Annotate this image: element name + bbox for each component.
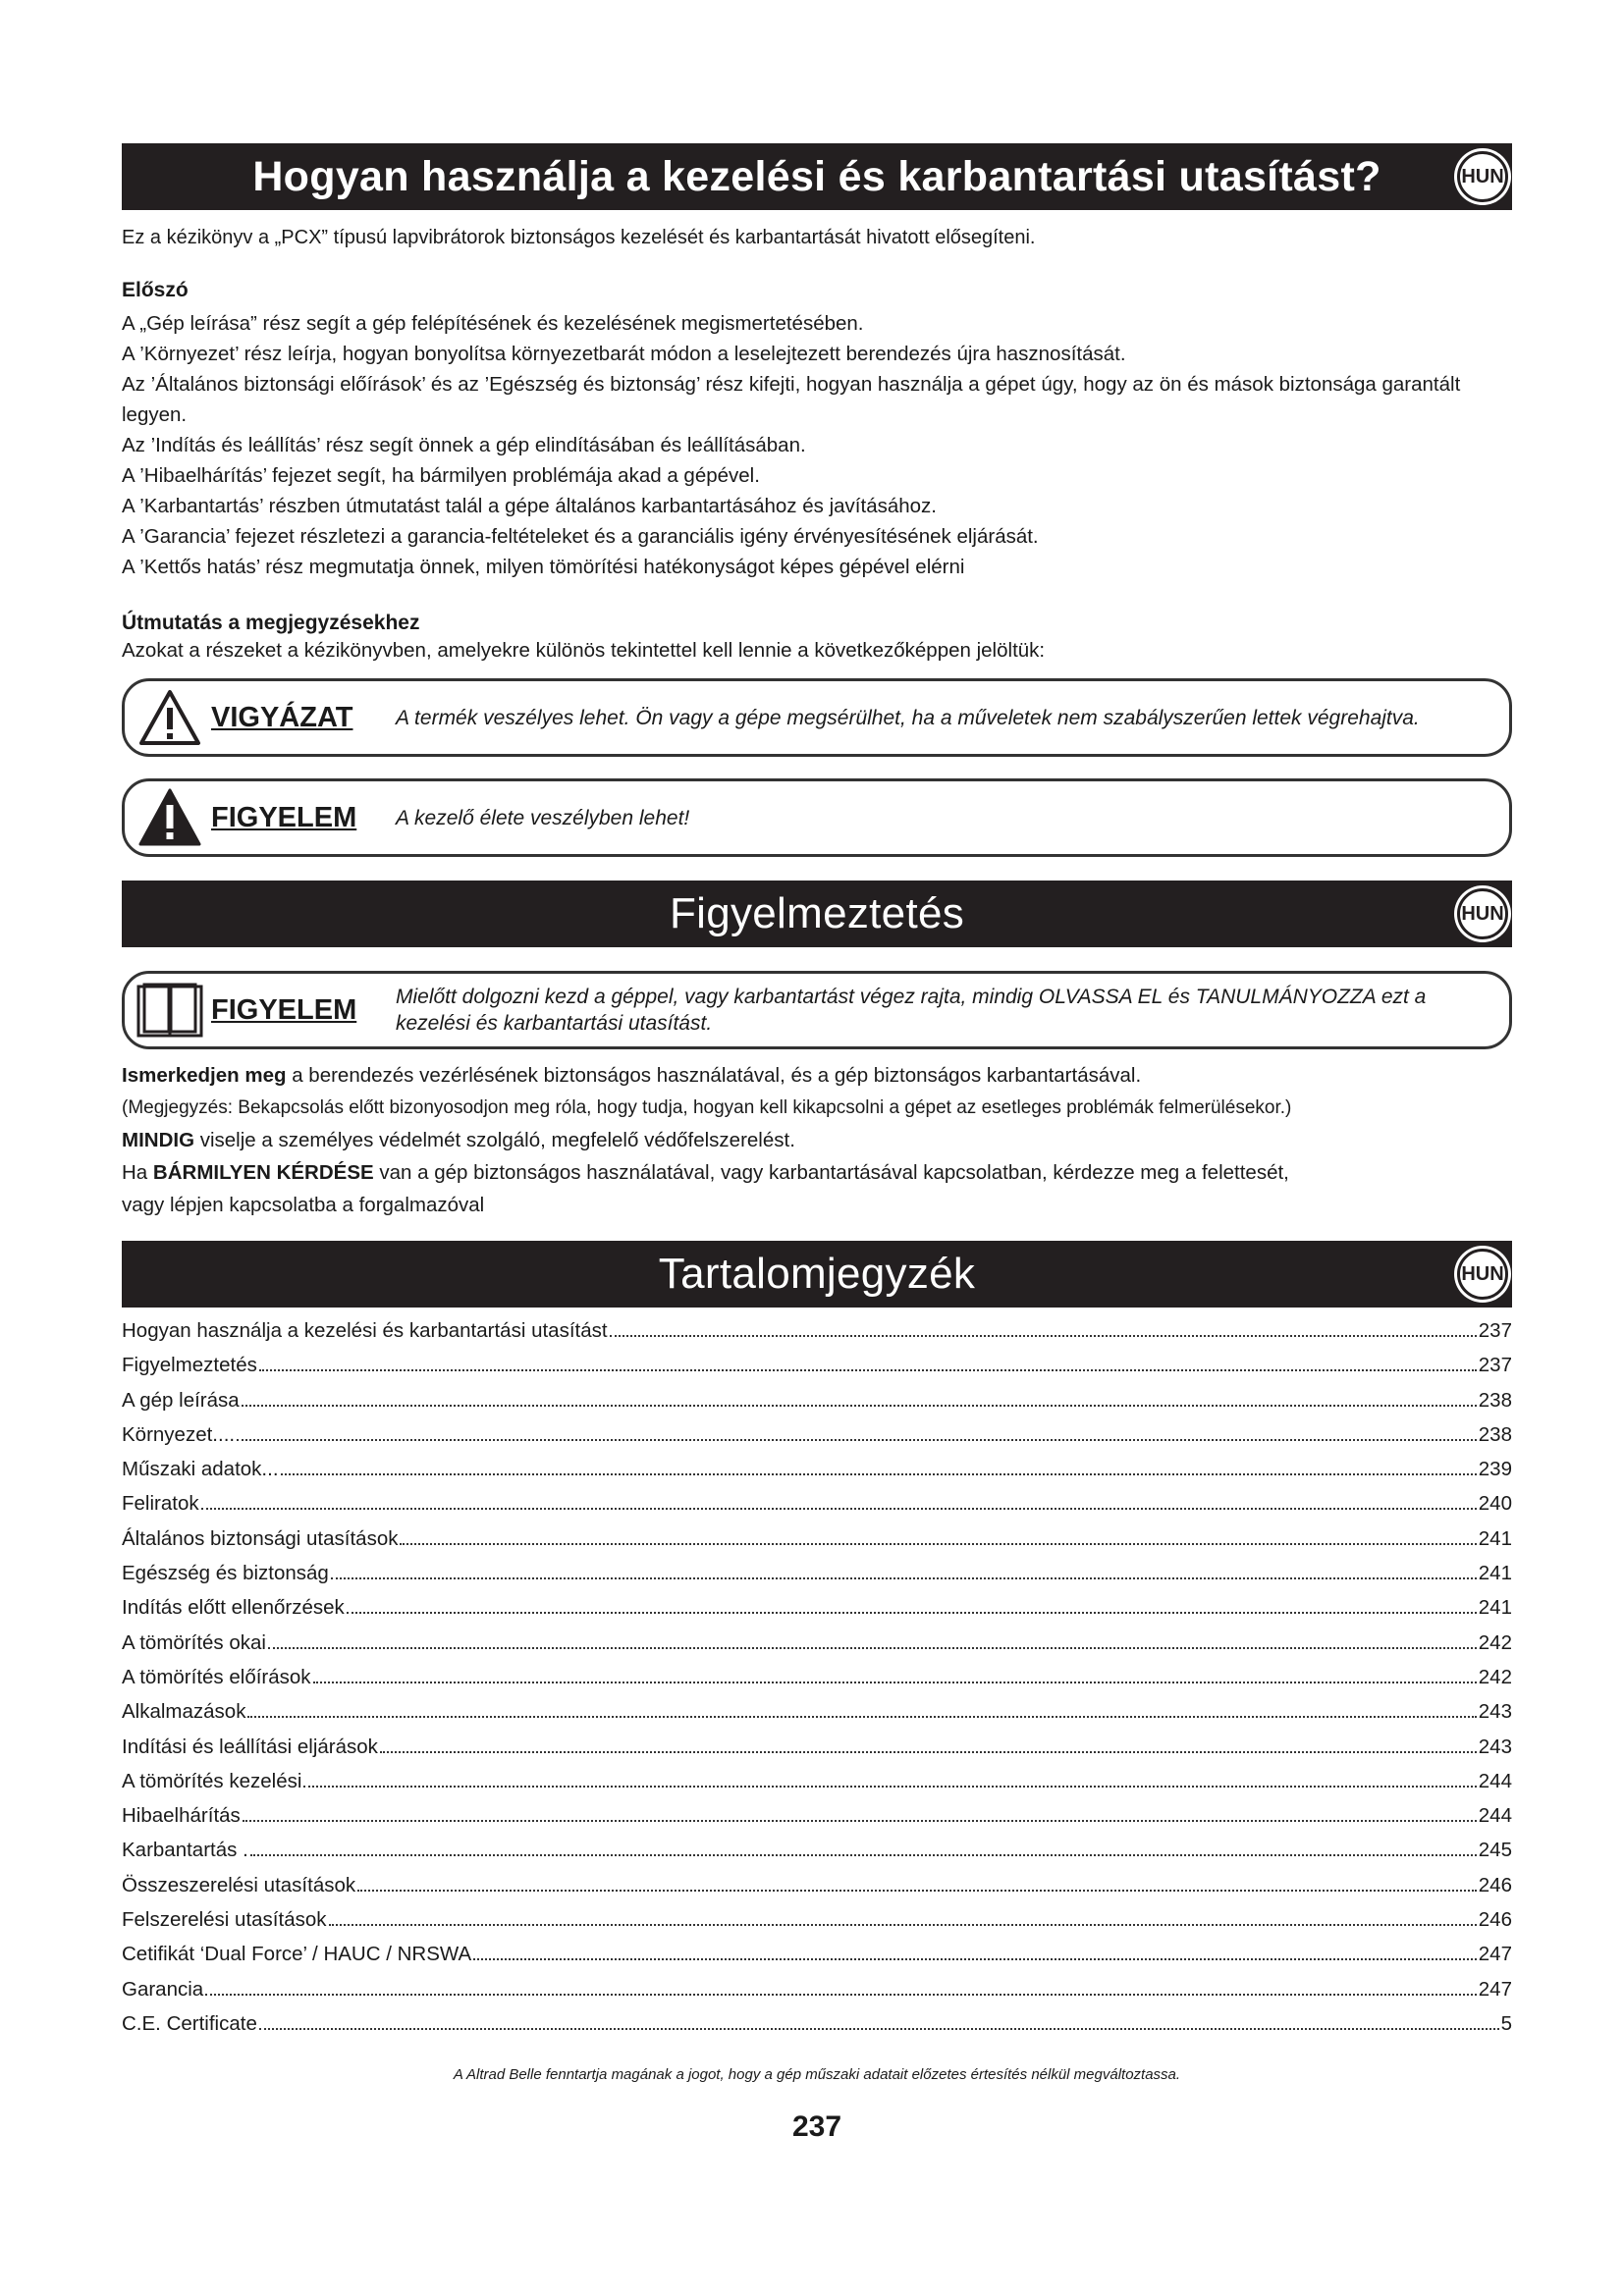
intro-text: Ez a kézikönyv a „PCX” típusú lapvibrátorok biztonságos kezelését és karbantartását hivatott elősegíteni. — [122, 227, 1036, 248]
toc-entry — [122, 1596, 1512, 1630]
toc-entry-title: A tömörítés okai — [122, 1630, 266, 1654]
toc-entry-title: Általános biztonsági utasítások — [122, 1526, 399, 1550]
toc-leader-dots — [380, 1751, 1477, 1753]
toc-entry-page: 245 — [1478, 1839, 1512, 1862]
questions-bold: BÁRMILYEN KÉRDÉSE — [152, 1161, 374, 1184]
toc-entry-page: 238 — [1478, 1422, 1512, 1446]
toc-entry-title: A tömörítés kezelési — [122, 1769, 302, 1792]
familiarize-text: a berendezés vezérlésének biztonságos használatával, és a gép biztonságos karbantartásával. — [286, 1064, 1142, 1087]
toc-entry-page: 243 — [1478, 1700, 1512, 1724]
toc-entry-page: 239 — [1478, 1458, 1512, 1481]
toc-entry-title: A gép leírása — [122, 1388, 240, 1412]
danger-callout — [122, 778, 1512, 857]
familiarize-paragraph — [122, 1059, 1512, 1092]
toc-leader-dots — [331, 1577, 1477, 1579]
warning-triangle-outline-icon — [131, 688, 209, 747]
toc-entry-page: 241 — [1478, 1562, 1512, 1585]
toc-entry-title: Figyelmeztetés — [122, 1354, 257, 1377]
toc-entry — [122, 1527, 1512, 1562]
section-header-warning — [122, 881, 1512, 947]
hun-language-badge: HUN — [1457, 151, 1508, 202]
foreword-paragraph: A ’Környezet’ rész leírja, hogyan bonyolítsa környezetbarát módon a leselejtezett berendezés újra hasznosítását. — [122, 343, 1126, 365]
foreword-paragraph: A ’Kettős hatás’ rész megmutatja önnek, milyen tömörítési hatékonyságot képes gépével elérni — [122, 556, 965, 578]
toc-leader-dots — [400, 1543, 1476, 1545]
toc-leader-dots — [237, 1439, 1477, 1441]
caution-label: VIGYÁZAT — [211, 701, 353, 733]
toc-leader-dots — [303, 1786, 1476, 1788]
foreword-paragraph: Az ’Általános biztonsági előírások’ és az ’Egészség és biztonság’ rész kifejti, hogyan használja a gépet úgy, hogy az ön és mások biztonsága garantált legyen. — [122, 373, 1461, 426]
toc-entry-title: Hibaelhárítás — [122, 1804, 241, 1828]
section-header-how-to-use — [122, 143, 1512, 210]
toc-entry-page: 243 — [1478, 1735, 1512, 1758]
hun-language-badge: HUN — [1457, 888, 1508, 939]
toc-entry-title: Feliratok — [122, 1492, 199, 1516]
toc-entry-page: 237 — [1478, 1354, 1512, 1377]
toc-entry-title: Egészség és biztonság — [122, 1562, 329, 1585]
questions-prefix: Ha — [122, 1161, 153, 1184]
toc-entry — [122, 1839, 1512, 1873]
toc-entry — [122, 1319, 1512, 1354]
toc-entry-page: 247 — [1478, 1977, 1512, 2001]
always-bold: MINDIG — [122, 1129, 195, 1151]
foreword-paragraph: Az ’Indítás és leállítás’ rész segít önnek a gép elindításában és leállításában. — [122, 434, 806, 456]
warning-triangle-filled-icon — [131, 787, 209, 848]
toc-entry-title: Karbantartás . — [122, 1839, 248, 1862]
toc-entry — [122, 1354, 1512, 1388]
toc-leader-dots — [329, 1924, 1477, 1926]
toc-leader-dots — [259, 2028, 1499, 2030]
foreword-paragraph: A ’Garancia’ fejezet részletezi a garancia-feltételeket és a garanciális igény érvényesítésének eljárását. — [122, 525, 1039, 548]
read-manual-callout — [122, 971, 1512, 1049]
toc-entry — [122, 1874, 1512, 1908]
section-title: Figyelmeztetés — [669, 889, 965, 937]
toc-entry — [122, 2012, 1512, 2047]
toc-leader-dots — [247, 1716, 1476, 1718]
caution-callout — [122, 678, 1512, 757]
foreword-paragraph: A „Gép leírása” rész segít a gép felépítésének és kezelésének megismertetésében. — [122, 312, 864, 335]
toc-entry-title: Hogyan használja a kezelési és karbantartási utasítást — [122, 1319, 608, 1342]
toc-entry-page: 246 — [1478, 1873, 1512, 1896]
footnote: A Altrad Belle fenntartja magának a jogot, hogy a gép műszaki adatait előzetes értesítés nélkül megváltoztassa. — [453, 2066, 1181, 2084]
toc-entry-title: Műszaki adatok... — [122, 1458, 279, 1481]
notes-text: Azokat a részeket a kézikönyvben, amelyekre különös tekintettel kell lennie a következőképpen jelöltük: — [122, 639, 1046, 662]
hun-language-badge: HUN — [1457, 1249, 1508, 1300]
toc-entry-title: Garancia — [122, 1977, 204, 2001]
warning-paragraphs — [122, 1059, 1512, 1221]
page-number: 237 — [791, 2110, 842, 2144]
toc-entry-title: Felszerelési utasítások — [122, 1908, 327, 1932]
caution-text: A termék veszélyes lehet. Ön vagy a gépe megsérülhet, ha a műveletek nem szabályszerűen lettek végrehajtva. — [396, 706, 1420, 729]
read-manual-label: FIGYELEM — [211, 993, 357, 1026]
toc-entry-page: 238 — [1478, 1388, 1512, 1412]
toc-entry — [122, 1908, 1512, 1943]
toc-entry — [122, 1700, 1512, 1735]
toc-entry-title: C.E. Certificate — [122, 2011, 257, 2035]
danger-text: A kezelő élete veszélyben lehet! — [396, 806, 690, 829]
toc-entry — [122, 1804, 1512, 1839]
toc-entry-title: Környezet.... — [122, 1422, 236, 1446]
always-text: viselje a személyes védelmét szolgáló, megfelelő védőfelszerelést. — [194, 1129, 795, 1151]
toc-leader-dots — [268, 1647, 1477, 1649]
toc-entry — [122, 1666, 1512, 1700]
questions-paragraph — [122, 1156, 1512, 1189]
toc-leader-dots — [610, 1335, 1477, 1337]
toc-entry-title: Összeszerelési utasítások — [122, 1873, 356, 1896]
foreword-paragraph: A ’Hibaelhárítás’ fejezet segít, ha bármilyen problémája akad a gépével. — [122, 464, 760, 487]
section-title: Tartalomjegyzék — [658, 1250, 976, 1298]
foreword-list — [122, 308, 1512, 582]
note-paragraph: (Megjegyzés: Bekapcsolás előtt bizonyosodjon meg róla, hogy tudja, hogyan kell kikapcsolni a gépet az esetleges problémák felmerülésekor.) — [122, 1097, 1292, 1118]
toc-leader-dots — [347, 1612, 1477, 1614]
manual-page — [122, 143, 1512, 2144]
toc-leader-dots — [259, 1369, 1477, 1371]
foreword-heading: Előszó — [122, 279, 189, 301]
read-manual-text: Mielőtt dolgozni kezd a géppel, vagy karbantartást végez rajta, mindig OLVASSA EL és TANULMÁNYOZZA ezt a kezelési és karbantartási utasítást. — [396, 986, 1427, 1035]
questions-text: van a gép biztonságos használatával, vagy karbantartásával kapcsolatban, kérdezze meg a felettesét, — [373, 1161, 1289, 1184]
toc-entry-page: 241 — [1478, 1526, 1512, 1550]
toc-leader-dots — [313, 1682, 1477, 1683]
toc-entry-page: 237 — [1478, 1319, 1512, 1342]
toc-leader-dots — [473, 1958, 1477, 1960]
contact-paragraph: vagy lépjen kapcsolatba a forgalmazóval — [122, 1194, 485, 1216]
section-header-contents — [122, 1241, 1512, 1308]
toc-entry-page: 244 — [1478, 1804, 1512, 1828]
toc-entry-page: 244 — [1478, 1769, 1512, 1792]
toc-entry — [122, 1389, 1512, 1423]
toc-leader-dots — [205, 1994, 1477, 1996]
toc-leader-dots — [357, 1890, 1477, 1892]
toc-leader-dots — [243, 1820, 1477, 1822]
toc-entry — [122, 1735, 1512, 1770]
toc-leader-dots — [281, 1473, 1477, 1475]
toc-entry-page: 241 — [1478, 1596, 1512, 1620]
toc-entry — [122, 1631, 1512, 1666]
foreword-paragraph: A ’Karbantartás’ részben útmutatást talál a gépe általános karbantartásához és javításához. — [122, 495, 937, 517]
toc-entry — [122, 1458, 1512, 1492]
toc-leader-dots — [201, 1508, 1477, 1510]
toc-entry — [122, 1770, 1512, 1804]
toc-leader-dots — [242, 1405, 1477, 1407]
toc-entry-title: Indítás előtt ellenőrzések — [122, 1596, 345, 1620]
toc-entry-page: 240 — [1478, 1492, 1512, 1516]
toc-leader-dots — [250, 1854, 1477, 1856]
table-of-contents — [122, 1319, 1512, 2047]
toc-entry-title: A tömörítés előírások — [122, 1665, 311, 1688]
toc-entry-page: 242 — [1478, 1630, 1512, 1654]
toc-entry-title: Alkalmazások — [122, 1700, 246, 1724]
notes-heading: Útmutatás a megjegyzésekhez — [122, 612, 420, 634]
toc-entry-title: Indítási és leállítási eljárások — [122, 1735, 378, 1758]
toc-entry — [122, 1943, 1512, 1977]
toc-entry-page: 246 — [1478, 1908, 1512, 1932]
toc-entry-page: 242 — [1478, 1665, 1512, 1688]
toc-entry-page: 5 — [1500, 2011, 1512, 2035]
section-title: Hogyan használja a kezelési és karbantartási utasítást? — [252, 152, 1381, 200]
toc-entry — [122, 1423, 1512, 1458]
toc-entry-page: 247 — [1478, 1943, 1512, 1966]
danger-label: FIGYELEM — [211, 801, 357, 833]
always-paragraph — [122, 1124, 1512, 1156]
toc-entry — [122, 1562, 1512, 1596]
toc-entry-title: Cetifikát ‘Dual Force’ / HAUC / NRSWA — [122, 1943, 472, 1966]
open-book-icon — [131, 981, 209, 1040]
toc-entry — [122, 1492, 1512, 1526]
toc-entry — [122, 1978, 1512, 2012]
familiarize-bold: Ismerkedjen meg — [122, 1064, 287, 1087]
